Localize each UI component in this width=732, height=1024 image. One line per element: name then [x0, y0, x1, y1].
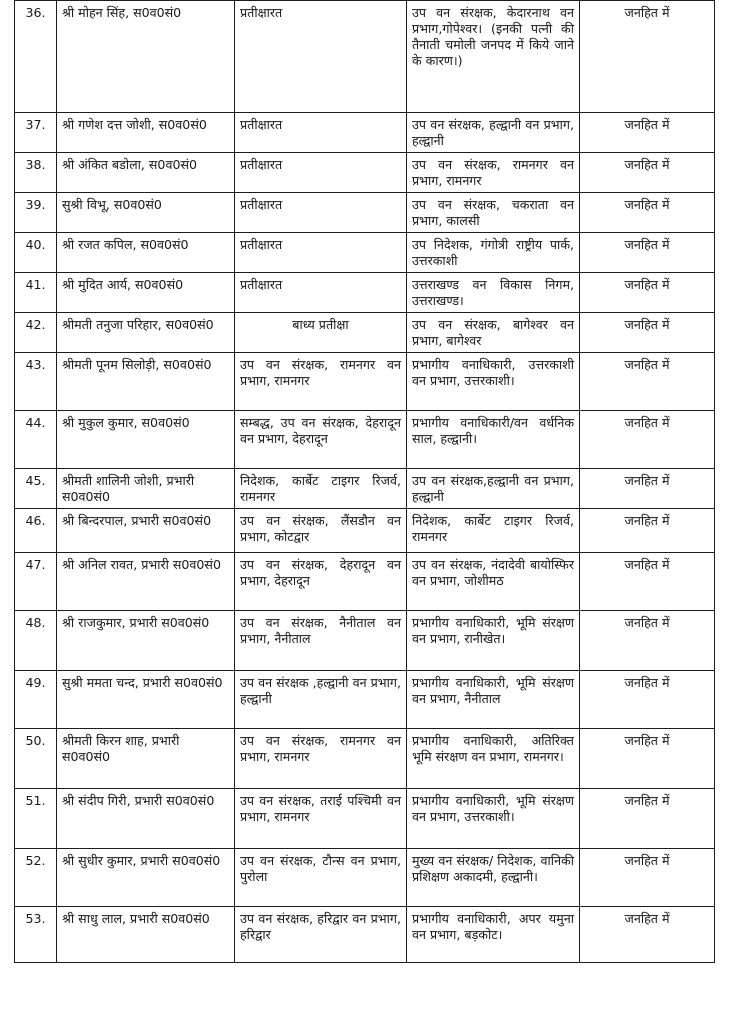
remark: जनहित में	[580, 1, 715, 113]
new-posting: मुख्य वन संरक्षक/ निदेशक, वानिकी प्रशिक्षण अकादमी, हल्द्वानी।	[407, 849, 580, 907]
table-row	[15, 849, 715, 907]
new-posting: प्रभागीय वनाधिकारी, भूमि संरक्षण वन प्रभाग, नैनीताल	[407, 671, 580, 729]
table-row	[15, 313, 715, 353]
new-posting: प्रभागीय वनाधिकारी, भूमि संरक्षण वन प्रभाग, उत्तरकाशी।	[407, 789, 580, 849]
table-row	[15, 353, 715, 411]
remark: जनहित में	[580, 509, 715, 553]
table-row	[15, 153, 715, 193]
new-posting: उप वन संरक्षक, केदारनाथ वन प्रभाग,गोपेश्वर। (इनकी पत्नी की तैनाती चमोली जनपद में किये जाने के कारण।)	[407, 1, 580, 113]
remark: जनहित में	[580, 729, 715, 789]
transfer-table	[14, 0, 715, 963]
serial-number: 48.	[15, 611, 57, 671]
current-posting: सम्बद्ध, उप वन संरक्षक, देहरादून वन प्रभाग, देहरादून	[235, 411, 407, 469]
officer-name: श्रीमती पूनम सिलोड़ी, स0व0सं0	[57, 353, 235, 411]
serial-number: 45.	[15, 469, 57, 509]
new-posting: उप वन संरक्षक, चकराता वन प्रभाग, कालसी	[407, 193, 580, 233]
current-posting: उप वन संरक्षक, टौन्स वन प्रभाग, पुरोला	[235, 849, 407, 907]
current-posting: उप वन संरक्षक, लैंसडौन वन प्रभाग, कोटद्वार	[235, 509, 407, 553]
serial-number: 42.	[15, 313, 57, 353]
serial-number: 36.	[15, 1, 57, 113]
serial-number: 50.	[15, 729, 57, 789]
serial-number: 40.	[15, 233, 57, 273]
serial-number: 53.	[15, 907, 57, 963]
new-posting: उप वन संरक्षक, रामनगर वन प्रभाग, रामनगर	[407, 153, 580, 193]
officer-name: श्री मोहन सिंह, स0व0सं0	[57, 1, 235, 113]
new-posting: प्रभागीय वनाधिकारी, उत्तरकाशी वन प्रभाग, उत्तरकाशी।	[407, 353, 580, 411]
transfer-table-body	[15, 1, 715, 963]
remark: जनहित में	[580, 849, 715, 907]
remark: जनहित में	[580, 313, 715, 353]
current-posting: उप वन संरक्षक, रामनगर वन प्रभाग, रामनगर	[235, 353, 407, 411]
serial-number: 37.	[15, 113, 57, 153]
new-posting: निदेशक, कार्बेट टाइगर रिजर्व, रामनगर	[407, 509, 580, 553]
new-posting: प्रभागीय वनाधिकारी/वन वर्धनिक साल, हल्द्वानी।	[407, 411, 580, 469]
current-posting: प्रतीक्षारत	[235, 1, 407, 113]
current-posting: उप वन संरक्षक, हरिद्वार वन प्रभाग, हरिद्वार	[235, 907, 407, 963]
table-row	[15, 1, 715, 113]
serial-number: 38.	[15, 153, 57, 193]
serial-number: 49.	[15, 671, 57, 729]
remark: जनहित में	[580, 153, 715, 193]
table-row	[15, 671, 715, 729]
officer-name: श्री राजकुमार, प्रभारी स0व0सं0	[57, 611, 235, 671]
officer-name: श्री सुधीर कुमार, प्रभारी स0व0सं0	[57, 849, 235, 907]
current-posting: निदेशक, कार्बेट टाइगर रिजर्व, रामनगर	[235, 469, 407, 509]
remark: जनहित में	[580, 671, 715, 729]
officer-name: सुश्री विभू, स0व0सं0	[57, 193, 235, 233]
officer-name: श्री गणेश दत्त जोशी, स0व0सं0	[57, 113, 235, 153]
table-row	[15, 273, 715, 313]
table-row	[15, 411, 715, 469]
current-posting: उप वन संरक्षक, नैनीताल वन प्रभाग, नैनीताल	[235, 611, 407, 671]
officer-name: श्रीमती शालिनी जोशी, प्रभारी स0व0सं0	[57, 469, 235, 509]
officer-name: श्रीमती तनुजा परिहार, स0व0सं0	[57, 313, 235, 353]
serial-number: 43.	[15, 353, 57, 411]
current-posting: उप वन संरक्षक, रामनगर वन प्रभाग, रामनगर	[235, 729, 407, 789]
officer-name: श्री संदीप गिरी, प्रभारी स0व0सं0	[57, 789, 235, 849]
remark: जनहित में	[580, 273, 715, 313]
table-row	[15, 113, 715, 153]
new-posting: प्रभागीय वनाधिकारी, अपर यमुना वन प्रभाग, बड़कोट।	[407, 907, 580, 963]
table-row	[15, 193, 715, 233]
officer-name: श्री रजत कपिल, स0व0सं0	[57, 233, 235, 273]
table-row	[15, 611, 715, 671]
serial-number: 44.	[15, 411, 57, 469]
transfer-order-page	[14, 0, 714, 963]
serial-number: 52.	[15, 849, 57, 907]
serial-number: 46.	[15, 509, 57, 553]
current-posting: प्रतीक्षारत	[235, 273, 407, 313]
serial-number: 39.	[15, 193, 57, 233]
remark: जनहित में	[580, 233, 715, 273]
current-posting: बाध्य प्रतीक्षा	[235, 313, 407, 353]
new-posting: प्रभागीय वनाधिकारी, भूमि संरक्षण वन प्रभाग, रानीखेत।	[407, 611, 580, 671]
officer-name: श्री अंकित बडोला, स0व0सं0	[57, 153, 235, 193]
remark: जनहित में	[580, 789, 715, 849]
table-row	[15, 789, 715, 849]
table-row	[15, 233, 715, 273]
new-posting: उप वन संरक्षक,हल्द्वानी वन प्रभाग, हल्द्वानी	[407, 469, 580, 509]
current-posting: प्रतीक्षारत	[235, 153, 407, 193]
officer-name: श्री बिन्दरपाल, प्रभारी स0व0सं0	[57, 509, 235, 553]
current-posting: उप वन संरक्षक, देहरादून वन प्रभाग, देहरादून	[235, 553, 407, 611]
new-posting: उप निदेशक, गंगोत्री राष्ट्रीय पार्क, उत्तरकाशी	[407, 233, 580, 273]
table-row	[15, 509, 715, 553]
current-posting: प्रतीक्षारत	[235, 193, 407, 233]
table-row	[15, 469, 715, 509]
current-posting: प्रतीक्षारत	[235, 113, 407, 153]
officer-name: श्री अनिल रावत, प्रभारी स0व0सं0	[57, 553, 235, 611]
serial-number: 47.	[15, 553, 57, 611]
officer-name: श्री मुकुल कुमार, स0व0सं0	[57, 411, 235, 469]
new-posting: उत्तराखण्ड वन विकास निगम, उत्तराखण्ड।	[407, 273, 580, 313]
new-posting: प्रभागीय वनाधिकारी, अतिरिक्त भूमि संरक्षण वन प्रभाग, रामनगर।	[407, 729, 580, 789]
officer-name: श्री साधु लाल, प्रभारी स0व0सं0	[57, 907, 235, 963]
remark: जनहित में	[580, 907, 715, 963]
remark: जनहित में	[580, 469, 715, 509]
officer-name: श्री मुदित आर्य, स0व0सं0	[57, 273, 235, 313]
remark: जनहित में	[580, 193, 715, 233]
remark: जनहित में	[580, 113, 715, 153]
remark: जनहित में	[580, 553, 715, 611]
current-posting: उप वन संरक्षक ,हल्द्वानी वन प्रभाग, हल्द्वानी	[235, 671, 407, 729]
current-posting: प्रतीक्षारत	[235, 233, 407, 273]
serial-number: 41.	[15, 273, 57, 313]
new-posting: उप वन संरक्षक, बागेश्वर वन प्रभाग, बागेश्वर	[407, 313, 580, 353]
table-row	[15, 729, 715, 789]
current-posting: उप वन संरक्षक, तराई पश्चिमी वन प्रभाग, रामनगर	[235, 789, 407, 849]
remark: जनहित में	[580, 611, 715, 671]
remark: जनहित में	[580, 411, 715, 469]
table-row	[15, 553, 715, 611]
officer-name: श्रीमती किरन शाह, प्रभारी स0व0सं0	[57, 729, 235, 789]
new-posting: उप वन संरक्षक, हल्द्वानी वन प्रभाग, हल्द्वानी	[407, 113, 580, 153]
officer-name: सुश्री ममता चन्द, प्रभारी स0व0सं0	[57, 671, 235, 729]
new-posting: उप वन संरक्षक, नंदादेवी बायोस्फिर वन प्रभाग, जोशीमठ	[407, 553, 580, 611]
remark: जनहित में	[580, 353, 715, 411]
table-row	[15, 907, 715, 963]
serial-number: 51.	[15, 789, 57, 849]
